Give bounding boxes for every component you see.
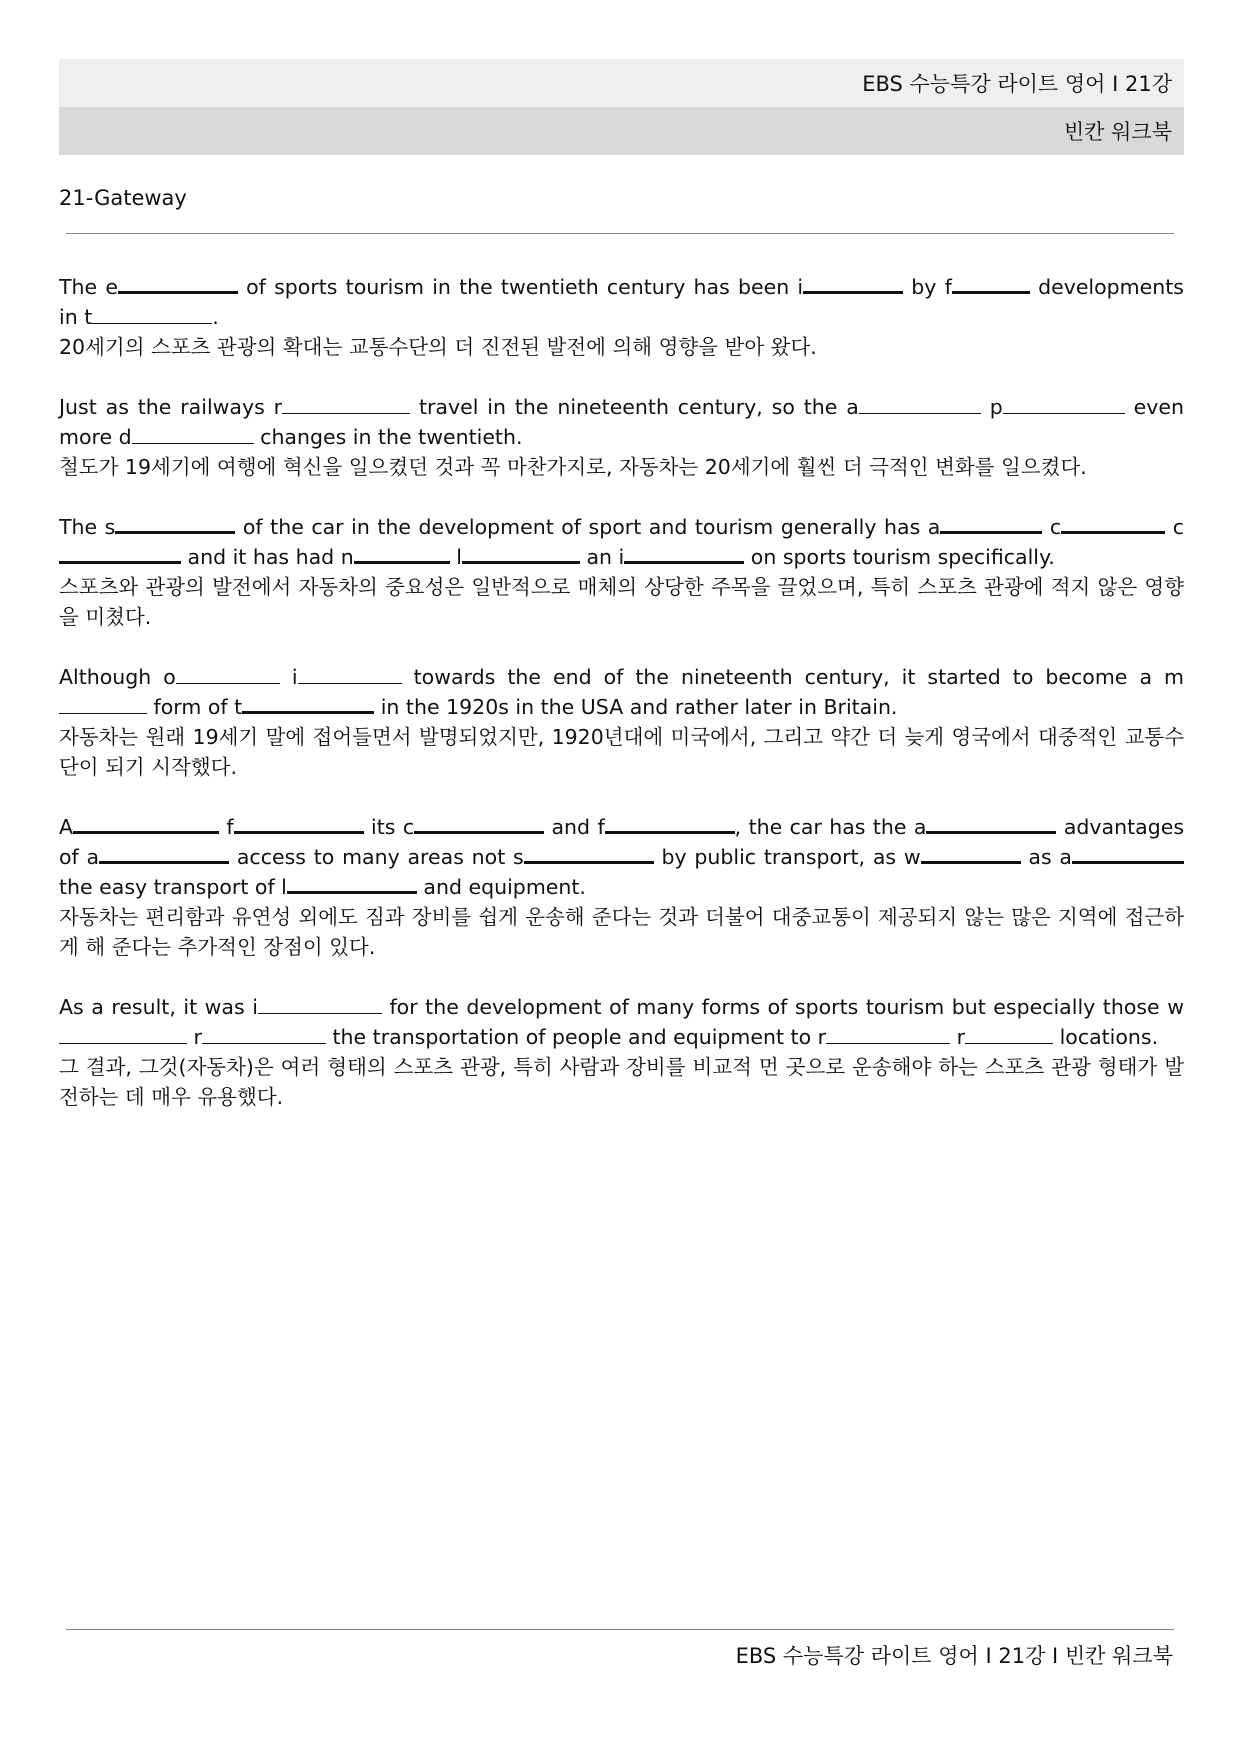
sentence-text: l <box>456 545 462 569</box>
sentence-text: and equipment. <box>423 875 586 899</box>
sentence-text: The e <box>59 275 118 299</box>
sentence-text: locations. <box>1059 1025 1159 1049</box>
blank-field[interactable] <box>258 994 382 1015</box>
sentence-text: , the car has the a <box>734 815 927 839</box>
sentence-text: of the car in the development of sport and tourism generally has a <box>242 515 941 539</box>
sentence-text: and f <box>551 815 605 839</box>
blank-field[interactable] <box>242 694 374 715</box>
sentence-text: of sports tourism in the twentieth century has been i <box>246 275 804 299</box>
blank-field[interactable] <box>59 544 181 565</box>
korean-translation: 20세기의 스포츠 관광의 확대는 교통수단의 더 진전된 발전에 의해 영향을 받아 왔다. <box>59 335 817 359</box>
sentence-text: The s <box>59 515 116 539</box>
sentence-text: developments in t <box>59 275 1184 329</box>
blank-field[interactable] <box>1072 844 1184 865</box>
sentence-text: r <box>956 1025 966 1049</box>
blank-field[interactable] <box>1003 394 1125 415</box>
passage-6 <box>59 992 1184 1112</box>
korean-translation: 자동차는 편리함과 유연성 외에도 짐과 장비를 쉽게 운송해 준다는 것과 더불어 대중교통이 제공되지 않는 많은 지역에 접근하게 해 준다는 추가적인 장점이 있다. <box>59 905 1184 959</box>
passage-2 <box>59 392 1184 482</box>
blank-field[interactable] <box>59 694 147 715</box>
korean-translation: 자동차는 원래 19세기 말에 접어들면서 발명되었지만, 1920년대에 미국에서, 그리고 약간 더 늦게 영국에서 대중적인 교통수단이 되기 시작했다. <box>59 725 1184 779</box>
english-sentence <box>59 662 1184 722</box>
sentence-text: as a <box>1028 845 1072 869</box>
blank-field[interactable] <box>118 274 238 295</box>
header-course-title <box>59 59 1184 107</box>
sentence-text: c <box>1049 515 1062 539</box>
blank-field[interactable] <box>921 844 1021 865</box>
blank-field[interactable] <box>354 544 450 565</box>
sentence-text: for the development of many forms of sports tourism but especially those w <box>389 995 1184 1019</box>
section-title: 21-Gateway <box>59 186 187 210</box>
sentence-text: A <box>59 815 74 839</box>
blank-field[interactable] <box>287 874 417 895</box>
sentence-text: towards the end of the nineteenth century, it started to become a m <box>413 665 1184 689</box>
english-sentence <box>59 272 1184 332</box>
sentence-text: r <box>193 1025 202 1049</box>
blank-field[interactable] <box>414 814 544 835</box>
blank-field[interactable] <box>826 1024 950 1045</box>
top-divider <box>66 233 1174 234</box>
sentence-text: form of t <box>153 695 243 719</box>
blank-field[interactable] <box>234 814 364 835</box>
header-workbook-label <box>59 107 1184 155</box>
sentence-text: and it has had n <box>187 545 354 569</box>
blank-field[interactable] <box>176 664 280 685</box>
sentence-text: by f <box>911 275 952 299</box>
korean-translation: 그 결과, 그것(자동차)은 여러 형태의 스포츠 관광, 특히 사람과 장비를 비교적 먼 곳으로 운송해야 하는 스포츠 관광 형태가 발전하는 데 매우 유용했다. <box>59 1055 1184 1109</box>
blank-field[interactable] <box>624 544 744 565</box>
blank-field[interactable] <box>926 814 1056 835</box>
sentence-text: even more d <box>59 395 1184 449</box>
passage-4 <box>59 662 1184 782</box>
blank-field[interactable] <box>524 844 654 865</box>
sentence-text: travel in the nineteenth century, so the a <box>418 395 859 419</box>
sentence-text: the easy transport of l <box>59 875 287 899</box>
blank-field[interactable] <box>965 1024 1053 1045</box>
sentence-text: f <box>226 815 234 839</box>
sentence-text: by public transport, as w <box>661 845 921 869</box>
blank-field[interactable] <box>92 304 212 325</box>
sentence-text: an i <box>586 545 625 569</box>
blank-field[interactable] <box>298 664 402 685</box>
sentence-text: c <box>1172 515 1184 539</box>
blank-field[interactable] <box>462 544 580 565</box>
blank-field[interactable] <box>952 274 1030 295</box>
passage-5 <box>59 812 1184 962</box>
sentence-text: p <box>989 395 1003 419</box>
blank-field[interactable] <box>132 424 254 445</box>
blank-field[interactable] <box>282 394 410 415</box>
passage-3 <box>59 512 1184 632</box>
english-sentence <box>59 992 1184 1052</box>
header-course-title-text: EBS 수능특강 라이트 영어 Ⅰ 21강 <box>862 72 1172 96</box>
sentence-text: i <box>291 665 298 689</box>
sentence-text: advantages of a <box>59 815 1184 869</box>
sentence-text: on sports tourism specifically. <box>750 545 1055 569</box>
sentence-text: changes in the twentieth. <box>260 425 523 449</box>
sentence-text: its c <box>371 815 415 839</box>
blank-field[interactable] <box>202 1024 326 1045</box>
sentence-text: Just as the railways r <box>59 395 283 419</box>
sentence-text: the transportation of people and equipment to r <box>332 1025 827 1049</box>
blank-field[interactable] <box>803 274 903 295</box>
sentence-text: . <box>212 305 219 329</box>
sentence-text: in the 1920s in the USA and rather later in Britain. <box>380 695 898 719</box>
blank-field[interactable] <box>940 514 1042 535</box>
worksheet-content <box>59 272 1184 1142</box>
sentence-text: As a result, it was i <box>59 995 258 1019</box>
blank-field[interactable] <box>605 814 735 835</box>
blank-field[interactable] <box>1061 514 1165 535</box>
blank-field[interactable] <box>73 814 219 835</box>
blank-field[interactable] <box>99 844 229 865</box>
passage-1 <box>59 272 1184 362</box>
page-footer: EBS 수능특강 라이트 영어 Ⅰ 21강 Ⅰ 빈칸 워크북 <box>735 1644 1173 1668</box>
header-workbook-label-text: 빈칸 워크북 <box>1063 120 1172 144</box>
sentence-text: Although o <box>59 665 176 689</box>
blank-field[interactable] <box>115 514 235 535</box>
english-sentence <box>59 512 1184 572</box>
bottom-divider <box>66 1629 1174 1630</box>
blank-field[interactable] <box>859 394 981 415</box>
korean-translation: 철도가 19세기에 여행에 혁신을 일으켰던 것과 꼭 마찬가지로, 자동차는 20세기에 훨씬 더 극적인 변화를 일으켰다. <box>59 455 1087 479</box>
korean-translation: 스포츠와 관광의 발전에서 자동차의 중요성은 일반적으로 매체의 상당한 주목을 끌었으며, 특히 스포츠 관광에 적지 않은 영향을 미쳤다. <box>59 575 1184 629</box>
blank-field[interactable] <box>59 1024 187 1045</box>
english-sentence <box>59 812 1184 902</box>
english-sentence <box>59 392 1184 452</box>
sentence-text: access to many areas not s <box>236 845 524 869</box>
